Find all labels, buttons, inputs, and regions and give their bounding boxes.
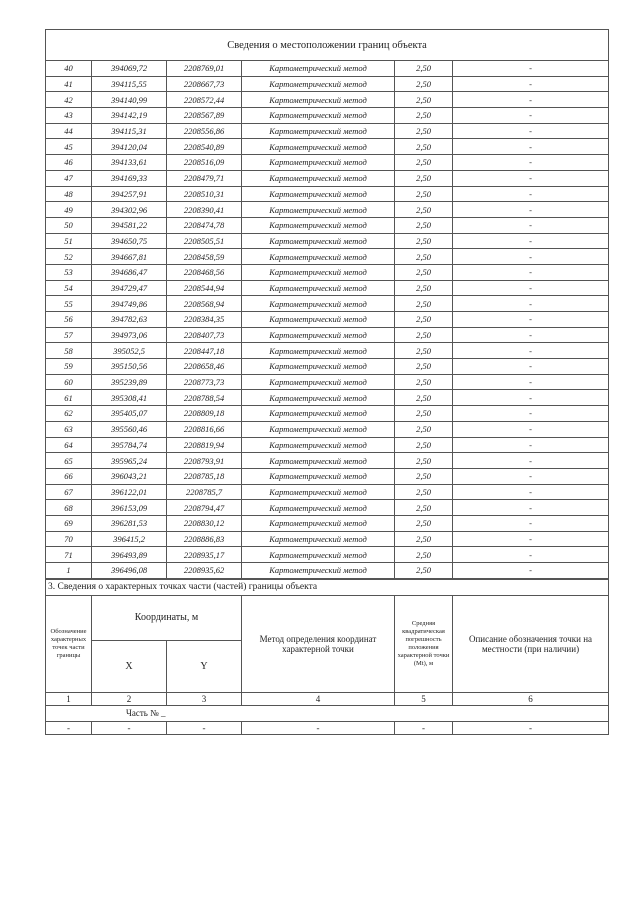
x-coordinate-cell: 394973,06 [92,327,167,343]
error-cell: 2,50 [395,155,453,171]
description-cell: - [453,108,609,124]
error-cell: 2,50 [395,296,453,312]
error-cell: 2,50 [395,202,453,218]
table-row [46,233,609,249]
point-number-cell: 62 [46,406,92,422]
description-cell: - [453,76,609,92]
point-number-cell: 64 [46,437,92,453]
table-row [46,390,609,406]
description-cell: - [453,123,609,139]
error-cell: 2,50 [395,343,453,359]
y-coordinate-cell: 2208479,71 [167,170,242,186]
method-cell: Картометрический метод [242,186,395,202]
table-row [46,155,609,171]
y-coordinate-cell: 2208447,18 [167,343,242,359]
point-number-cell: 70 [46,531,92,547]
point-number-cell: 53 [46,264,92,280]
description-cell: - [453,515,609,531]
table-row [46,484,609,500]
y-coordinate-cell: 2208505,51 [167,233,242,249]
error-cell: 2,50 [395,390,453,406]
description-cell: - [453,531,609,547]
description-cell: - [453,500,609,516]
table-row [46,296,609,312]
y-coordinate-cell: 2208458,59 [167,249,242,265]
method-cell: Картометрический метод [242,61,395,77]
error-cell: 2,50 [395,515,453,531]
point-number-cell: 66 [46,468,92,484]
point-number-cell: 44 [46,123,92,139]
column-number: 5 [395,692,453,705]
table-row [46,312,609,328]
point-number-cell: 1 [46,563,92,579]
error-cell: 2,50 [395,92,453,108]
x-coordinate-cell: 394133,61 [92,155,167,171]
description-cell: - [453,563,609,579]
table-row [46,453,609,469]
x-coordinate-cell: 394069,72 [92,61,167,77]
x-coordinate-cell: 394650,75 [92,233,167,249]
column-number: 3 [167,692,242,705]
x-coordinate-cell: 395239,89 [92,374,167,390]
y-coordinate-cell: 2208819,94 [167,437,242,453]
table-row [46,217,609,233]
y-coordinate-cell: 2208407,73 [167,327,242,343]
method-cell: Картометрический метод [242,155,395,171]
point-number-cell: 71 [46,547,92,563]
point-number-cell: 68 [46,500,92,516]
method-cell: Картометрический метод [242,406,395,422]
method-cell: Картометрический метод [242,264,395,280]
x-coordinate-cell: 394581,22 [92,217,167,233]
x-coordinate-cell: 395965,24 [92,453,167,469]
empty-cell: - [453,721,609,734]
error-cell: 2,50 [395,406,453,422]
x-coordinate-cell: 394115,55 [92,76,167,92]
error-cell: 2,50 [395,139,453,155]
method-cell: Картометрический метод [242,280,395,296]
point-number-cell: 60 [46,374,92,390]
error-cell: 2,50 [395,233,453,249]
method-cell: Картометрический метод [242,108,395,124]
point-number-cell: 52 [46,249,92,265]
method-cell: Картометрический метод [242,327,395,343]
point-number-cell: 48 [46,186,92,202]
method-cell: Картометрический метод [242,233,395,249]
method-cell: Картометрический метод [242,390,395,406]
table-row [46,327,609,343]
description-cell: - [453,453,609,469]
error-cell: 2,50 [395,437,453,453]
description-cell: - [453,390,609,406]
error-cell: 2,50 [395,186,453,202]
error-cell: 2,50 [395,453,453,469]
point-number-cell: 61 [46,390,92,406]
description-cell: - [453,421,609,437]
method-cell: Картометрический метод [242,374,395,390]
y-coordinate-cell: 2208788,54 [167,390,242,406]
error-cell: 2,50 [395,421,453,437]
description-cell: - [453,343,609,359]
point-number-cell: 57 [46,327,92,343]
error-cell: 2,50 [395,327,453,343]
header-y: Y [167,641,242,693]
y-coordinate-cell: 2208540,89 [167,139,242,155]
table-row [46,500,609,516]
description-cell: - [453,233,609,249]
point-number-cell: 65 [46,453,92,469]
method-cell: Картометрический метод [242,76,395,92]
point-number-cell: 59 [46,359,92,375]
y-coordinate-cell: 2208935,62 [167,563,242,579]
table-row [46,76,609,92]
x-coordinate-cell: 394115,31 [92,123,167,139]
description-cell: - [453,92,609,108]
empty-cell: - [242,721,395,734]
point-number-cell: 51 [46,233,92,249]
y-coordinate-cell: 2208785,18 [167,468,242,484]
method-cell: Картометрический метод [242,531,395,547]
y-coordinate-cell: 2208516,09 [167,155,242,171]
x-coordinate-cell: 394686,47 [92,264,167,280]
point-number-cell: 47 [46,170,92,186]
table-row [46,186,609,202]
y-coordinate-cell: 2208468,56 [167,264,242,280]
method-cell: Картометрический метод [242,92,395,108]
y-coordinate-cell: 2208474,78 [167,217,242,233]
x-coordinate-cell: 394257,91 [92,186,167,202]
description-cell: - [453,484,609,500]
empty-cell: - [167,721,242,734]
method-cell: Картометрический метод [242,296,395,312]
description-cell: - [453,547,609,563]
method-cell: Картометрический метод [242,563,395,579]
y-coordinate-cell: 2208830,12 [167,515,242,531]
description-cell: - [453,217,609,233]
x-coordinate-cell: 394140,99 [92,92,167,108]
method-cell: Картометрический метод [242,312,395,328]
table-row [46,264,609,280]
table-row [46,515,609,531]
point-number-cell: 43 [46,108,92,124]
table-row [46,563,609,579]
description-cell: - [453,312,609,328]
y-coordinate-cell: 2208886,83 [167,531,242,547]
description-cell: - [453,249,609,265]
parts-table [45,579,609,735]
boundary-table [45,29,609,579]
y-coordinate-cell: 2208793,91 [167,453,242,469]
y-coordinate-cell: 2208773,73 [167,374,242,390]
x-coordinate-cell: 395784,74 [92,437,167,453]
point-number-cell: 63 [46,421,92,437]
x-coordinate-cell: 395308,41 [92,390,167,406]
method-cell: Картометрический метод [242,421,395,437]
description-cell: - [453,359,609,375]
error-cell: 2,50 [395,468,453,484]
error-cell: 2,50 [395,249,453,265]
x-coordinate-cell: 396493,89 [92,547,167,563]
x-coordinate-cell: 396122,01 [92,484,167,500]
table-row [46,437,609,453]
table-row [46,406,609,422]
header-error: Средняя квадратическая погрешность положения характерной точки (Mt), м [395,595,453,692]
error-cell: 2,50 [395,76,453,92]
description-cell: - [453,202,609,218]
y-coordinate-cell: 2208794,47 [167,500,242,516]
x-coordinate-cell: 395052,5 [92,343,167,359]
error-cell: 2,50 [395,531,453,547]
x-coordinate-cell: 394782,63 [92,312,167,328]
method-cell: Картометрический метод [242,468,395,484]
description-cell: - [453,468,609,484]
y-coordinate-cell: 2208556,86 [167,123,242,139]
point-number-cell: 46 [46,155,92,171]
error-cell: 2,50 [395,359,453,375]
method-cell: Картометрический метод [242,170,395,186]
x-coordinate-cell: 394302,96 [92,202,167,218]
empty-cell: - [46,721,92,734]
header-designation: Обозначение характерных точек части границы [46,595,92,692]
table-row [46,421,609,437]
table-row [46,170,609,186]
error-cell: 2,50 [395,547,453,563]
point-number-cell: 50 [46,217,92,233]
section-title: Сведения о местоположении границ объекта [46,30,609,61]
header-description: Описание обозначения точки на местности (при наличии) [453,595,609,692]
x-coordinate-cell: 396153,09 [92,500,167,516]
point-number-cell: 54 [46,280,92,296]
document-sheet [45,29,608,735]
table-row [46,108,609,124]
method-cell: Картометрический метод [242,359,395,375]
error-cell: 2,50 [395,217,453,233]
description-cell: - [453,170,609,186]
x-coordinate-cell: 396043,21 [92,468,167,484]
part-label: Часть № _ [46,705,609,721]
method-cell: Картометрический метод [242,343,395,359]
description-cell: - [453,139,609,155]
method-cell: Картометрический метод [242,139,395,155]
x-coordinate-cell: 396415,2 [92,531,167,547]
column-number: 4 [242,692,395,705]
method-cell: Картометрический метод [242,217,395,233]
y-coordinate-cell: 2208567,89 [167,108,242,124]
table-row [46,374,609,390]
y-coordinate-cell: 2208769,01 [167,61,242,77]
description-cell: - [453,264,609,280]
error-cell: 2,50 [395,563,453,579]
y-coordinate-cell: 2208384,35 [167,312,242,328]
y-coordinate-cell: 2208935,17 [167,547,242,563]
method-cell: Картометрический метод [242,249,395,265]
description-cell: - [453,155,609,171]
description-cell: - [453,437,609,453]
description-cell: - [453,327,609,343]
y-coordinate-cell: 2208809,18 [167,406,242,422]
error-cell: 2,50 [395,500,453,516]
method-cell: Картометрический метод [242,437,395,453]
point-number-cell: 40 [46,61,92,77]
description-cell: - [453,186,609,202]
column-number: 2 [92,692,167,705]
point-number-cell: 58 [46,343,92,359]
error-cell: 2,50 [395,108,453,124]
error-cell: 2,50 [395,170,453,186]
error-cell: 2,50 [395,123,453,139]
x-coordinate-cell: 394169,33 [92,170,167,186]
error-cell: 2,50 [395,264,453,280]
table-row [46,359,609,375]
table-row [46,468,609,484]
point-number-cell: 67 [46,484,92,500]
x-coordinate-cell: 394667,81 [92,249,167,265]
point-number-cell: 42 [46,92,92,108]
x-coordinate-cell: 394120,04 [92,139,167,155]
point-number-cell: 49 [46,202,92,218]
y-coordinate-cell: 2208568,94 [167,296,242,312]
point-number-cell: 45 [46,139,92,155]
header-method: Метод определения координат характерной точки [242,595,395,692]
error-cell: 2,50 [395,374,453,390]
table-row [46,343,609,359]
x-coordinate-cell: 394749,86 [92,296,167,312]
y-coordinate-cell: 2208390,41 [167,202,242,218]
table-row [46,123,609,139]
method-cell: Картометрический метод [242,202,395,218]
method-cell: Картометрический метод [242,515,395,531]
y-coordinate-cell: 2208510,31 [167,186,242,202]
x-coordinate-cell: 395150,56 [92,359,167,375]
x-coordinate-cell: 394729,47 [92,280,167,296]
header-x: X [92,641,167,693]
point-number-cell: 41 [46,76,92,92]
x-coordinate-cell: 395560,46 [92,421,167,437]
section3-title: 3. Сведения о характерных точках части (частей) границы объекта [46,579,609,595]
y-coordinate-cell: 2208572,44 [167,92,242,108]
method-cell: Картометрический метод [242,547,395,563]
y-coordinate-cell: 2208544,94 [167,280,242,296]
description-cell: - [453,61,609,77]
x-coordinate-cell: 396496,08 [92,563,167,579]
table-row [46,202,609,218]
x-coordinate-cell: 394142,19 [92,108,167,124]
y-coordinate-cell: 2208658,46 [167,359,242,375]
table-row [46,547,609,563]
description-cell: - [453,406,609,422]
method-cell: Картометрический метод [242,484,395,500]
y-coordinate-cell: 2208816,66 [167,421,242,437]
method-cell: Картометрический метод [242,500,395,516]
error-cell: 2,50 [395,312,453,328]
method-cell: Картометрический метод [242,123,395,139]
x-coordinate-cell: 396281,53 [92,515,167,531]
error-cell: 2,50 [395,484,453,500]
point-number-cell: 55 [46,296,92,312]
empty-cell: - [395,721,453,734]
header-coordinates: Координаты, м [92,595,242,640]
description-cell: - [453,280,609,296]
table-row [46,249,609,265]
error-cell: 2,50 [395,61,453,77]
y-coordinate-cell: 2208785,7 [167,484,242,500]
point-number-cell: 56 [46,312,92,328]
method-cell: Картометрический метод [242,453,395,469]
empty-cell: - [92,721,167,734]
table-row [46,280,609,296]
table-row [46,61,609,77]
x-coordinate-cell: 395405,07 [92,406,167,422]
column-number: 6 [453,692,609,705]
error-cell: 2,50 [395,280,453,296]
description-cell: - [453,296,609,312]
table-row [46,92,609,108]
table-row [46,139,609,155]
y-coordinate-cell: 2208667,73 [167,76,242,92]
column-number: 1 [46,692,92,705]
point-number-cell: 69 [46,515,92,531]
description-cell: - [453,374,609,390]
table-row [46,531,609,547]
